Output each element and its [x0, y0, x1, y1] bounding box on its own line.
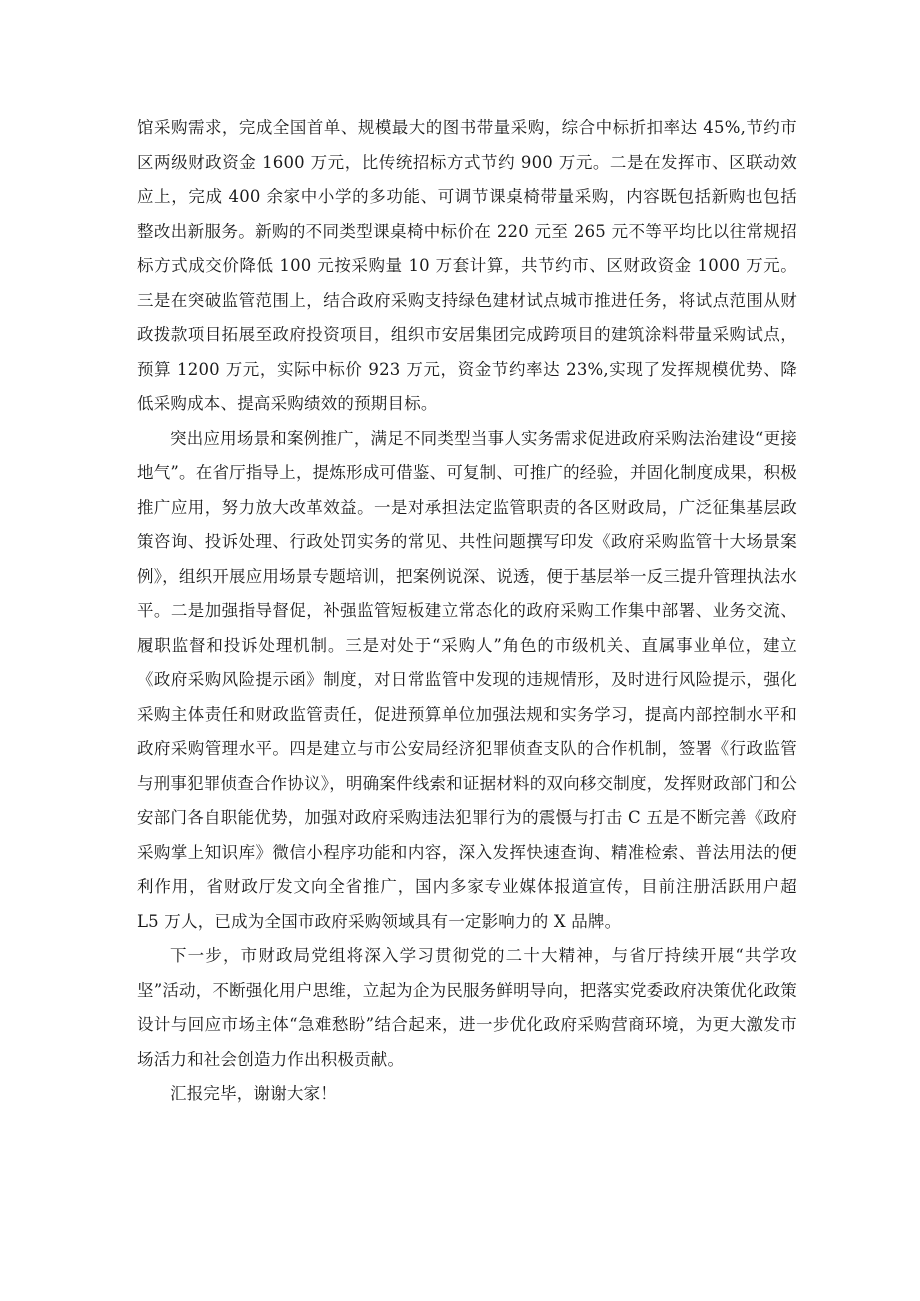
paragraph-next-steps: 下一步，市财政局党组将深入学习贯彻党的二十大精神，与省厅持续开展“共学攻坚”活动，不断强化用户思维，立起为企为民服务鲜明导向，把落实党委政府决策优化政策设计与回应市场主体“急难愁盼”结合起来，进一步优化政府采购营商环境，为更大激发市场活力和社会创造力作出积极贡献。	[137, 946, 797, 1069]
paragraph-case-promotion: 突出应用场景和案例推广，满足不同类型当事人实务需求促进政府采购法治建设“更接地气”。在省厅指导上，提炼形成可借鉴、可复制、可推广的经验，并固化制度成果，积极推广应用，努力放大改革效益。一是对承担法定监管职责的各区财政局，广泛征集基层政策咨询、投诉处理、行政处罚实务的常见、共性问题撰写印发《政府采购监管十大场景案例》，组织开展应用场景专题培训，把案例说深、说透，便于基层举一反三提升管理执法水平。二是加强指导督促，补强监管短板建立常态化的政府采购工作集中部署、业务交流、履职监督和投诉处理机制。三是对处于“采购人”角色的市级机关、直属事业单位，建立《政府采购风险提示函》制度，对日常监管中发现的违规情形，及时进行风险提示，强化采购主体责任和财政监管责任，促进预算单位加强法规和实务学习，提高内部控制水平和政府采购管理水平。四是建立与市公安局经济犯罪侦查支队的合作机制，签署《行政监管与刑事犯罪侦查合作协议》，明确案件线索和证据材料的双向移交制度，发挥财政部门和公安部门各自职能优势，加强对政府采购违法犯罪行为的震慑与打击 C 五是不断完善《政府采购掌上知识库》微信小程序功能和内容，深入发挥快速查询、精准检索、普法用法的便利作用，省财政厅发文向全省推广，国内多家专业媒体报道宣传，目前注册活跃用户超 L5 万人，已成为全国市政府采购领域具有一定影响力的 X 品牌。	[137, 428, 797, 931]
paragraph-procurement-results: 馆采购需求，完成全国首单、规模最大的图书带量采购，综合中标折扣率达 45%,节约市区两级财政资金 1600 万元，比传统招标方式节约 900 万元。二是在发挥市、区联动效应上，完成 400 余家中小学的多功能、可调节课桌椅带量采购，内容既包括新购也包括整改出新服务。新购的不同类型课桌椅中标价在 220 元至 265 元不等平均比以往常规招标方式成交价降低 100 元按采购量 10 万套计算，共节约市、区财政资金 1000 万元。三是在突破监管范围上，结合政府采购支持绿色建材试点城市推进任务，将试点范围从财政拨款项目拓展至政府投资项目，组织市安居集团完成跨项目的建筑涂料带量采购试点，预算 1200 万元，实际中标价 923 万元，资金节约率达 23%,实现了发挥规模优势、降低采购成本、提高采购绩效的预期目标。	[137, 118, 797, 413]
paragraph-closing: 汇报完毕，谢谢大家！	[170, 1084, 337, 1103]
document-body	[137, 111, 797, 1112]
